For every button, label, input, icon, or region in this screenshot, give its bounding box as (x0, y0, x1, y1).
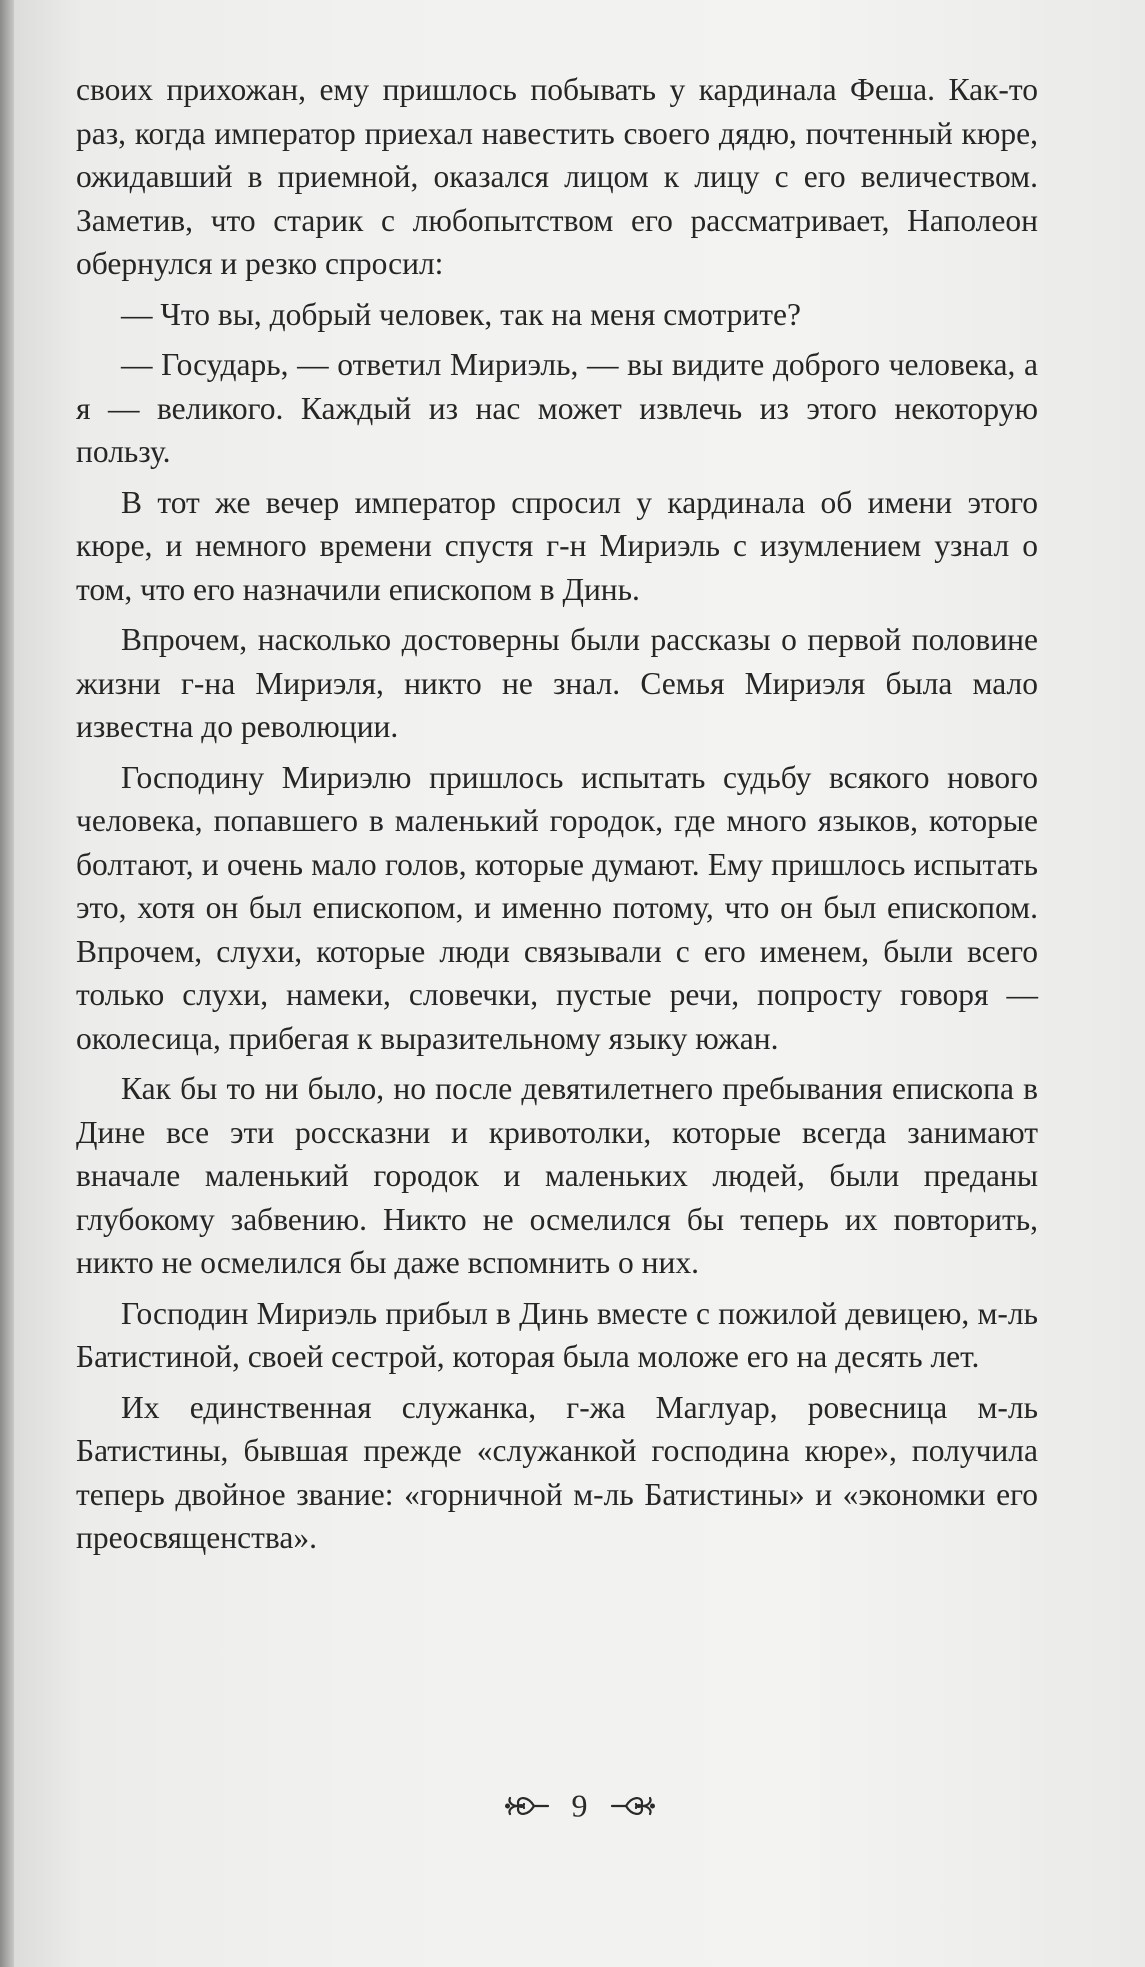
paragraph: Господин Мириэль прибыл в Динь вместе с пожилой девицею, м-ль Батистиной, своей сестрой, которая была моложе его на десять лет. (76, 1295, 1038, 1374)
page-number: 9 (571, 1787, 588, 1824)
fleuron-ornament-left-icon (504, 1789, 550, 1823)
book-page (14, 0, 1145, 1967)
body-text (76, 68, 1038, 1567)
fleuron-ornament-right-icon (610, 1789, 656, 1823)
paragraph: Господину Мириэлю пришлось испытать судьбу всякого нового человека, попавшего в маленький городок, где много языков, которые болтают, и очень мало голов, которые думают. Ему пришлось испытать это, хотя он был епископом, и именно потому, что он был епископом. Впрочем, слухи, которые люди связывали с его именем, были всего только слухи, намеки, словечки, пустые речи, попросту говоря — околесица, прибегая к выразительному языку южан. (76, 759, 1038, 1056)
paragraph: — Что вы, добрый человек, так на меня смотрите? (121, 296, 801, 332)
paragraph: — Государь, — ответил Мириэль, — вы видите доброго человека, а я — великого. Каждый из нас может извлечь из этого некоторую пользу. (76, 347, 1038, 469)
paragraph: Впрочем, насколько достоверны были рассказы о первой половине жизни г-на Мириэля, никто не знал. Семья Мириэля была мало известна до революции. (76, 622, 1038, 744)
paragraph: В тот же вечер император спросил у кардинала об имени этого кюре, и немного времени спустя г-н Мириэль с изумлением узнал о том, что его назначили епископом в Динь. (76, 484, 1038, 607)
paragraph: Их единственная служанка, г-жа Маглуар, ровесница м-ль Батистины, бывшая прежде «служанкой господина кюре», получила теперь двойное звание: «горничной м-ль Батистины» и «экономки его преосвященства». (76, 1389, 1038, 1555)
page-footer (14, 1782, 1145, 1826)
book-spine-shadow (0, 0, 14, 1967)
paragraph: Как бы то ни было, но после девятилетнего пребывания епископа в Дине все эти россказни и кривотолки, которые всегда занимают вначале маленький городок и маленьких людей, были преданы глубокому забвению. Никто не осмелился бы теперь их повторить, никто не осмелился бы даже вспомнить о них. (76, 1071, 1038, 1280)
paragraph: своих прихожан, ему пришлось побывать у кардинала Феша. Как-то раз, когда император приехал навестить своего дядю, почтенный кюре, ожидавший в приемной, оказался лицом к лицу с его величеством. Заметив, что старик с любопытством его рассматривает, Наполеон обернулся и резко спросил: (76, 72, 1038, 281)
